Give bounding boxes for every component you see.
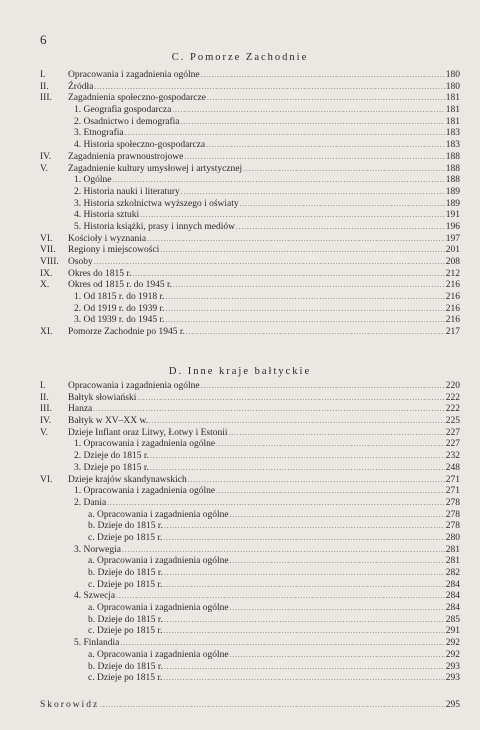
toc-entry-title: Okres do 1815 r. [68, 268, 132, 279]
toc-entry-title: 1. Geografia gospodarcza [74, 105, 172, 116]
toc-entry[interactable] [40, 82, 460, 94]
toc-entry[interactable] [40, 93, 460, 105]
toc-entry-page: 189 [445, 186, 460, 197]
toc-entry-page: 216 [445, 292, 460, 303]
toc-entry-title: Kościoły i wyznania [68, 233, 147, 244]
leader-dots [122, 545, 445, 557]
toc-entry-title: 2. Osadnictwo i demografia [74, 116, 180, 127]
leader-dots [150, 463, 445, 475]
toc-entry[interactable] [40, 650, 460, 662]
toc-entry[interactable] [40, 498, 460, 510]
toc-entry[interactable] [40, 510, 460, 522]
toc-entry-title: Opracowania i zagadnienia ogólne [68, 381, 200, 391]
toc-entry-page: 216 [445, 315, 460, 326]
toc-entry-page: 278 [445, 509, 460, 520]
toc-entry-title: 4. Historia sztuki [74, 210, 140, 221]
leader-dots [163, 580, 444, 592]
toc-entry-number: VI. [40, 233, 53, 244]
leader-dots [149, 416, 445, 428]
toc-entry-number: I. [40, 381, 46, 391]
leader-dots [230, 556, 445, 568]
toc-entry[interactable] [40, 568, 460, 580]
toc-entry-number: XI. [40, 327, 53, 338]
toc-entry-number: VI. [40, 474, 53, 485]
toc-entry[interactable] [40, 428, 460, 440]
toc-entry[interactable] [40, 117, 460, 129]
leader-dots [166, 315, 445, 327]
toc-entry-page: 201 [445, 245, 460, 256]
toc-entry-title: 3. Dzieje po 1815 r. [74, 462, 149, 473]
leader-dots [166, 304, 445, 316]
toc-entry-page: 280 [445, 532, 460, 543]
leader-dots [163, 533, 444, 545]
toc-entry-page: 181 [445, 105, 460, 116]
toc-entry-title: Skorowidz [40, 700, 100, 710]
toc-entry-page: 188 [445, 163, 460, 174]
leader-dots [166, 292, 445, 304]
leader-dots [230, 510, 445, 522]
leader-dots [207, 93, 445, 105]
leader-dots [243, 164, 445, 176]
toc-entry[interactable] [40, 128, 460, 140]
toc-entry-page: 281 [445, 556, 460, 567]
toc-entry-index[interactable] [40, 700, 460, 712]
toc-entry-number: IV. [40, 151, 52, 162]
toc-entry-page: 293 [445, 673, 460, 684]
leader-dots [181, 117, 445, 129]
toc-entry[interactable] [40, 591, 460, 603]
toc-entry-page: 291 [445, 626, 460, 637]
toc-entry-number: II. [40, 81, 49, 92]
toc-entry[interactable] [40, 533, 460, 545]
toc-entry-title: c. Dzieje po 1815 r. [88, 579, 163, 590]
leader-dots [94, 257, 445, 269]
toc-entry-title: 2. Historia nauki i literatury [74, 186, 180, 197]
toc-entry[interactable] [40, 152, 460, 164]
toc-entry-page: 278 [445, 497, 460, 508]
leader-dots [216, 486, 445, 498]
toc-entry-title: Bałtyk w XV–XX w. [68, 416, 149, 427]
toc-entry[interactable] [40, 393, 460, 405]
section-title-c: C. Pomorze Zachodnie [171, 52, 309, 63]
toc-entry-page: 188 [445, 151, 460, 162]
toc-entry[interactable] [40, 304, 460, 316]
toc-entry-page: 180 [445, 70, 460, 80]
toc-entry-page: 285 [445, 614, 460, 625]
leader-dots [116, 591, 445, 603]
toc-entry-title: c. Dzieje po 1815 r. [88, 532, 163, 543]
toc-entry-title: Źródła [68, 81, 94, 92]
toc-entry-title: Dzieje krajów skandynawskich [68, 474, 187, 485]
toc-entry-title: 1. Opracowania i zagadnienia ogólne [74, 439, 216, 450]
toc-entry-title: 2. Dzieje do 1815 r. [74, 451, 149, 462]
toc-entry-title: 1. Od 1815 r. do 1918 r. [74, 292, 165, 303]
toc-entry-number: VIII. [40, 257, 59, 267]
toc-entry[interactable] [40, 140, 460, 152]
toc-entry-title: Bałtyk słowiański [68, 392, 137, 403]
toc-entry-page: 284 [445, 579, 460, 590]
toc-entry[interactable] [40, 292, 460, 304]
toc-entry-page: 189 [445, 198, 460, 209]
leader-dots [125, 128, 445, 140]
toc-entry-title: 3. Norwegia [74, 544, 121, 555]
leader-dots [120, 638, 444, 650]
toc-entry-title: 3. Historia szkolnictwa wyższego i oświaty [74, 198, 239, 209]
toc-entry-page: 222 [445, 404, 460, 415]
toc-entry-page: 293 [445, 661, 460, 672]
leader-dots [216, 439, 445, 451]
toc-entry-page: 181 [445, 116, 460, 127]
toc-entry-page: 292 [445, 638, 460, 649]
toc-entry[interactable] [40, 222, 460, 234]
toc-entry-number: I. [40, 70, 46, 80]
toc-entry-title: Opracowania i zagadnienia ogólne [68, 70, 200, 80]
leader-dots [163, 673, 444, 685]
toc-entry[interactable] [40, 580, 460, 592]
leader-dots [112, 175, 444, 187]
toc-entry-page: 183 [445, 140, 460, 151]
toc-entry-page: 284 [445, 591, 460, 602]
toc-entry-number: III. [40, 404, 52, 415]
toc-entry-title: Dzieje Inflant oraz Litwy, Łotwy i Estonii [68, 427, 228, 438]
toc-entry-page: 217 [445, 327, 460, 338]
toc-entry[interactable] [40, 486, 460, 498]
leader-dots [186, 327, 445, 339]
toc-entry-title: 4. Szwecja [74, 591, 116, 602]
toc-entry[interactable] [40, 556, 460, 568]
toc-entry[interactable] [40, 245, 460, 257]
toc-entry-title: 5. Historia książki, prasy i innych mediów [74, 221, 235, 232]
toc-entry-title: Pomorze Zachodnie po 1945 r. [68, 327, 185, 338]
toc-entry[interactable] [40, 463, 460, 475]
leader-dots [230, 603, 445, 615]
leader-dots [160, 245, 444, 257]
toc-entry-page: 225 [445, 416, 460, 427]
toc-entry-page: 212 [445, 268, 460, 279]
toc-entry-page: 183 [445, 128, 460, 139]
toc-entry-page: 191 [445, 210, 460, 221]
toc-entry-title: b. Dzieje do 1815 r. [88, 661, 163, 672]
toc-entry-page: 180 [445, 81, 460, 92]
toc-entry-title: 1. Opracowania i zagadnienia ogólne [74, 486, 216, 497]
leader-dots [147, 234, 445, 246]
toc-entry-title: Zagadnienia społeczno-gospodarcze [68, 93, 206, 104]
toc-entry-page: 181 [445, 93, 460, 104]
toc-entry-title: 3. Etnografia [74, 128, 124, 139]
toc-entry-title: a. Opracowania i zagadnienia ogólne [88, 556, 229, 567]
toc-section-d [40, 381, 460, 685]
toc-entry-page: 292 [445, 649, 460, 660]
toc-entry[interactable] [40, 615, 460, 627]
toc-entry-title: Osoby [68, 257, 93, 267]
toc-entry-title: c. Dzieje po 1815 r. [88, 673, 163, 684]
toc-entry-page: 220 [445, 381, 460, 391]
section-title-d: D. Inne kraje bałtyckie [168, 366, 312, 377]
toc-entry[interactable] [40, 662, 460, 674]
leader-dots [164, 568, 445, 580]
toc-entry-title: Okres od 1815 r. do 1945 r. [68, 280, 172, 291]
toc-entry[interactable] [40, 70, 460, 82]
leader-dots [181, 187, 445, 199]
leader-dots [201, 70, 445, 82]
toc-entry[interactable] [40, 603, 460, 615]
toc-entry-title: a. Opracowania i zagadnienia ogólne [88, 603, 229, 614]
toc-entry-page: 271 [445, 486, 460, 497]
toc-entry-page: 295 [445, 700, 460, 710]
toc-entry[interactable] [40, 269, 460, 281]
toc-entry[interactable] [40, 416, 460, 428]
leader-dots [230, 650, 445, 662]
leader-dots [201, 381, 445, 393]
page-number: 6 [40, 32, 47, 47]
toc-entry-page: 197 [445, 233, 460, 244]
toc-entry-title: b. Dzieje do 1815 r. [88, 568, 163, 578]
toc-entry-title: 4. Historia społeczno-gospodarcza [74, 140, 206, 151]
toc-entry[interactable] [40, 175, 460, 187]
toc-entry[interactable] [40, 404, 460, 416]
toc-entry-page: 271 [445, 474, 460, 485]
toc-entry[interactable] [40, 381, 460, 393]
toc-entry-title: 3. Od 1939 r. do 1945 r. [74, 315, 165, 326]
toc-entry-title: b. Dzieje do 1815 r. [88, 614, 163, 625]
toc-entry-page: 196 [445, 221, 460, 232]
toc-entry[interactable] [40, 199, 460, 211]
leader-dots [188, 475, 445, 487]
leader-dots [164, 662, 445, 674]
toc-entry-page: 281 [445, 544, 460, 555]
leader-dots [236, 222, 445, 234]
toc-entry-title: Zagadnienia prawnoustrojowe [68, 151, 184, 162]
toc-entry-title: c. Dzieje po 1815 r. [88, 626, 163, 637]
toc-entry-title: 2. Od 1919 r. do 1939 r. [74, 303, 165, 314]
leader-dots [206, 140, 445, 152]
toc-entry[interactable] [40, 257, 460, 269]
leader-dots [164, 521, 445, 533]
toc-entry[interactable] [40, 475, 460, 487]
toc-entry[interactable] [40, 439, 460, 451]
toc-entry[interactable] [40, 626, 460, 638]
toc-entry[interactable] [40, 673, 460, 685]
toc-entry-page: 278 [445, 521, 460, 532]
leader-dots [140, 210, 445, 222]
leader-dots [93, 404, 444, 416]
leader-dots [240, 199, 445, 211]
toc-entry-title: Hanza [68, 404, 93, 415]
toc-entry[interactable] [40, 164, 460, 176]
toc-entry-page: 232 [445, 451, 460, 462]
toc-entry[interactable] [40, 210, 460, 222]
leader-dots [100, 700, 445, 712]
toc-entry[interactable] [40, 521, 460, 533]
leader-dots [150, 451, 445, 463]
toc-entry-page: 227 [445, 439, 460, 450]
toc-section-c [40, 70, 460, 339]
leader-dots [229, 428, 445, 440]
toc-entry-page: 188 [445, 175, 460, 186]
toc-entry-title: a. Opracowania i zagadnienia ogólne [88, 509, 229, 520]
toc-entry-title: 5. Finlandia [74, 638, 120, 649]
toc-entry[interactable] [40, 187, 460, 199]
toc-entry-page: 216 [445, 280, 460, 291]
toc-entry-title: Regiony i miejscowości [68, 245, 160, 256]
toc-entry-number: V. [40, 427, 49, 438]
toc-entry-number: V. [40, 163, 49, 174]
toc-entry-page: 222 [445, 392, 460, 403]
leader-dots [172, 105, 444, 117]
toc-entry-number: II. [40, 392, 49, 403]
toc-entry[interactable] [40, 327, 460, 339]
toc-entry-title: 2. Dania [74, 497, 107, 508]
toc-entry-number: IX. [40, 268, 53, 279]
toc-entry-number: III. [40, 93, 52, 104]
toc-entry-page: 284 [445, 603, 460, 614]
toc-entry[interactable] [40, 105, 460, 117]
toc-entry-page: 227 [445, 427, 460, 438]
toc-entry-title: Zagadnienie kultury umysłowej i artystycznej [68, 163, 243, 174]
leader-dots [163, 626, 444, 638]
leader-dots [137, 393, 444, 405]
toc-entry[interactable] [40, 545, 460, 557]
toc-entry[interactable] [40, 638, 460, 650]
toc-entry[interactable] [40, 280, 460, 292]
leader-dots [164, 615, 445, 627]
leader-dots [173, 280, 445, 292]
leader-dots [107, 498, 445, 510]
toc-entry-page: 248 [445, 462, 460, 473]
leader-dots [184, 152, 444, 164]
toc-entry-number: VII. [40, 245, 56, 256]
toc-entry-number: X. [40, 280, 50, 291]
leader-dots [132, 269, 444, 281]
toc-entry-number: IV. [40, 416, 52, 427]
toc-entry-page: 282 [445, 568, 460, 578]
toc-entry[interactable] [40, 451, 460, 463]
toc-entry-page: 208 [445, 257, 460, 267]
leader-dots [94, 82, 444, 94]
toc-entry[interactable] [40, 234, 460, 246]
toc-entry-title: b. Dzieje do 1815 r. [88, 521, 163, 532]
toc-entry-title: a. Opracowania i zagadnienia ogólne [88, 649, 229, 660]
toc-entry-page: 216 [445, 303, 460, 314]
toc-entry[interactable] [40, 315, 460, 327]
toc-entry-title: 1. Ogólne [74, 175, 112, 186]
